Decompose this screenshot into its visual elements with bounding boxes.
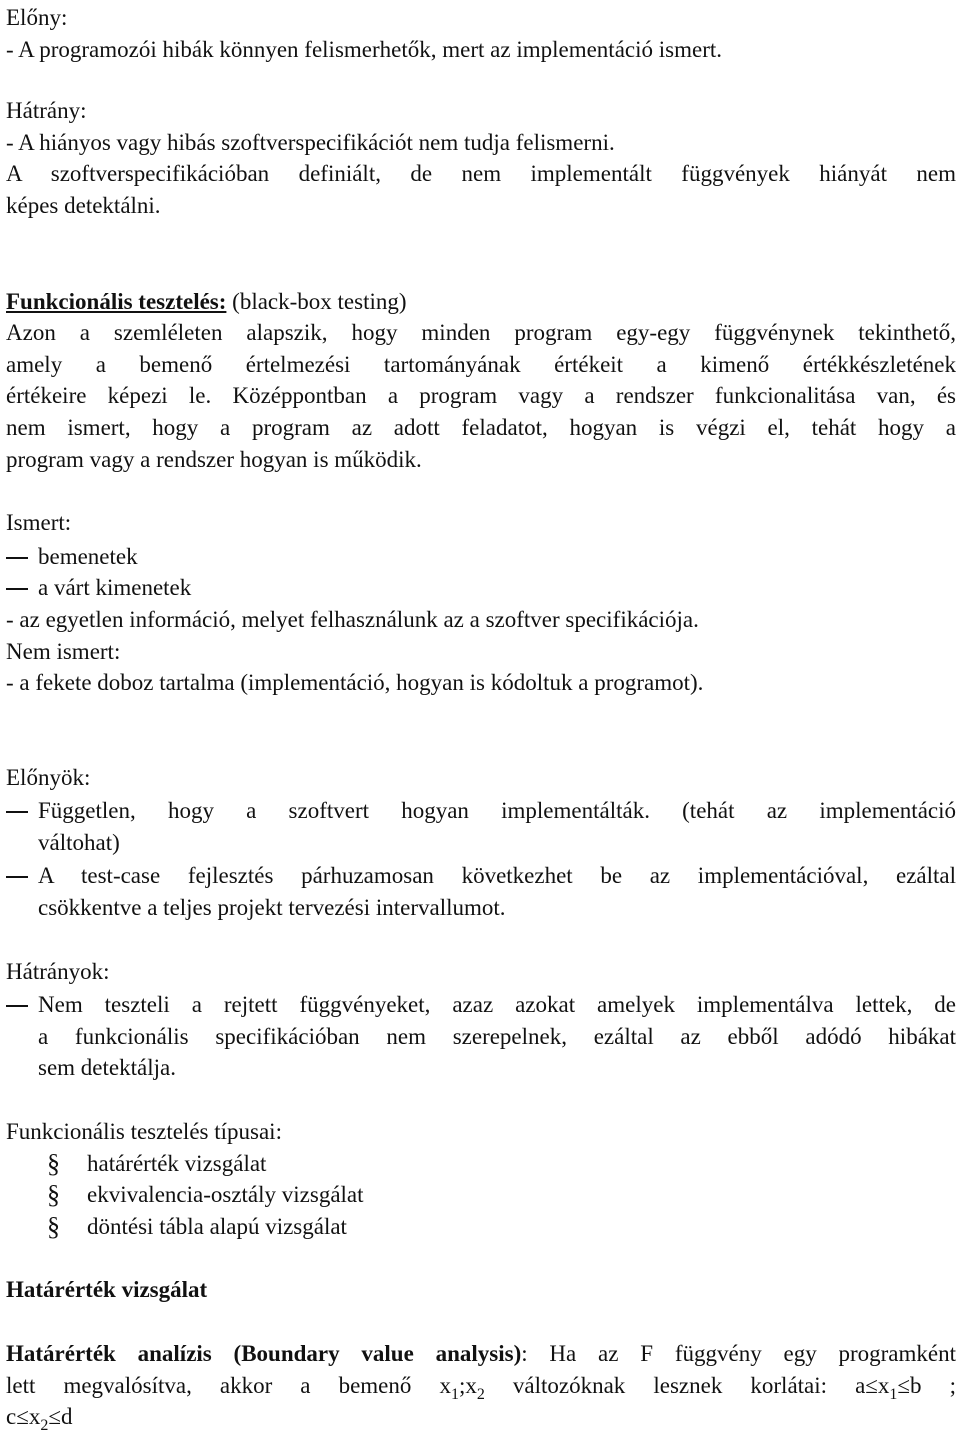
elony-item: - A programozói hibák könnyen felismerhetők, mert az implementáció ismert. bbox=[6, 36, 722, 62]
elonyok-item-2-line-1: A test-case fejlesztés párhuzamosan következhet be az implementációval, ezáltal bbox=[6, 860, 956, 892]
tipusok-item-dontesi-tabla: § döntési tábla alapú vizsgálat bbox=[47, 1211, 347, 1241]
ismert-item-bemenetek: bemenetek bbox=[6, 541, 956, 573]
nem-ismert-heading: Nem ismert: bbox=[6, 638, 121, 664]
funkcionalis-para-line-3: értékeire képezi le. Középpontban a program vagy a rendszer funkcionalitása van, és bbox=[6, 383, 956, 409]
tipusok-heading: Funkcionális tesztelés típusai: bbox=[6, 1119, 282, 1145]
elonyok-item-2-line-2: csökkentve a teljes projekt tervezési intervallumot. bbox=[38, 895, 506, 921]
funkcionalis-para-line-2: amely a bemenő értelmezési tartományának értékeit a kimenő értékkészletének bbox=[6, 351, 956, 377]
ismert-note: - az egyetlen információ, melyet felhasználunk az a szoftver specifikációja. bbox=[6, 606, 699, 632]
funkcionalis-para-line-5: program vagy a rendszer hogyan is működik. bbox=[6, 446, 422, 472]
document-page bbox=[6, 0, 956, 1433]
hatrany-line-2: A szoftverspecifikációban definiált, de nem implementált függvények hiányát nem bbox=[6, 161, 956, 187]
section-bullet-icon: § bbox=[47, 1180, 60, 1210]
section-bullet-icon: § bbox=[47, 1148, 60, 1178]
hatranyok-item-1-line-2: a funkcionális specifikációban nem szerepelnek, ezáltal az ebből adódó hibákat bbox=[38, 1023, 956, 1049]
hatrany-heading: Hátrány: bbox=[6, 98, 87, 124]
elonyok-heading: Előnyök: bbox=[6, 764, 91, 790]
elonyok-item-1-line-1: Független, hogy a szoftvert hogyan implementálták. (tehát az implementáció bbox=[6, 795, 956, 827]
hatranyok-heading: Hátrányok: bbox=[6, 958, 110, 984]
funkcionalis-para-line-4: nem ismert, hogy a program az adott feladatot, hogyan is végzi el, tehát hogy a bbox=[6, 414, 956, 440]
ismert-heading: Ismert: bbox=[6, 510, 72, 536]
ismert-item-vart-kimenetek: a várt kimenetek bbox=[6, 572, 956, 604]
dash-bullet-icon bbox=[6, 811, 28, 813]
dash-bullet-icon bbox=[6, 557, 28, 559]
nem-ismert-note: - a fekete doboz tartalma (implementáció, hogyan is kódoltuk a programot). bbox=[6, 670, 704, 696]
funkcionalis-para-line-1: Azon a szemléleten alapszik, hogy minden program egy-egy függvénynek tekinthető, bbox=[6, 320, 956, 346]
hatarertek-para-line-1: Határérték analízis (Boundary value analysis): Ha az F függvény egy programként bbox=[6, 1341, 956, 1366]
hatrany-line-3: képes detektálni. bbox=[6, 192, 161, 218]
hatarertek-heading: Határérték vizsgálat bbox=[6, 1277, 208, 1303]
hatranyok-item-1-line-3: sem detektálja. bbox=[38, 1055, 176, 1081]
tipusok-item-ekvivalencia: § ekvivalencia-osztály vizsgálat bbox=[47, 1180, 364, 1210]
elonyok-item-1-line-2: váltohat) bbox=[38, 829, 120, 855]
hatrany-line-1: - A hiányos vagy hibás szoftverspecifikációt nem tudja felismerni. bbox=[6, 129, 615, 155]
hatarertek-para-line-2: lett megvalósítva, akkor a bemenő $x_1;x_2$ változóknak lesznek korlátai: $a\le x_1\le b$ ; bbox=[6, 1372, 956, 1403]
funkcionalis-title: Funkcionális tesztelés: bbox=[6, 288, 227, 314]
tipusok-item-hatarertek: § határérték vizsgálat bbox=[47, 1148, 267, 1178]
elony-heading: Előny: bbox=[6, 5, 68, 30]
section-bullet-icon: § bbox=[47, 1211, 60, 1241]
funkcionalis-title-line bbox=[6, 286, 956, 318]
dash-bullet-icon bbox=[6, 876, 28, 878]
dash-bullet-icon bbox=[6, 1005, 28, 1007]
hatranyok-item-1-line-1: Nem teszteli a rejtett függvényeket, azaz azokat amelyek implementálva lettek, de bbox=[6, 989, 956, 1021]
dash-bullet-icon bbox=[6, 588, 28, 590]
funkcionalis-title-suffix: (black-box testing) bbox=[226, 288, 407, 314]
hatarertek-para-line-3: $c\le x_2\le d$ bbox=[6, 1404, 73, 1435]
